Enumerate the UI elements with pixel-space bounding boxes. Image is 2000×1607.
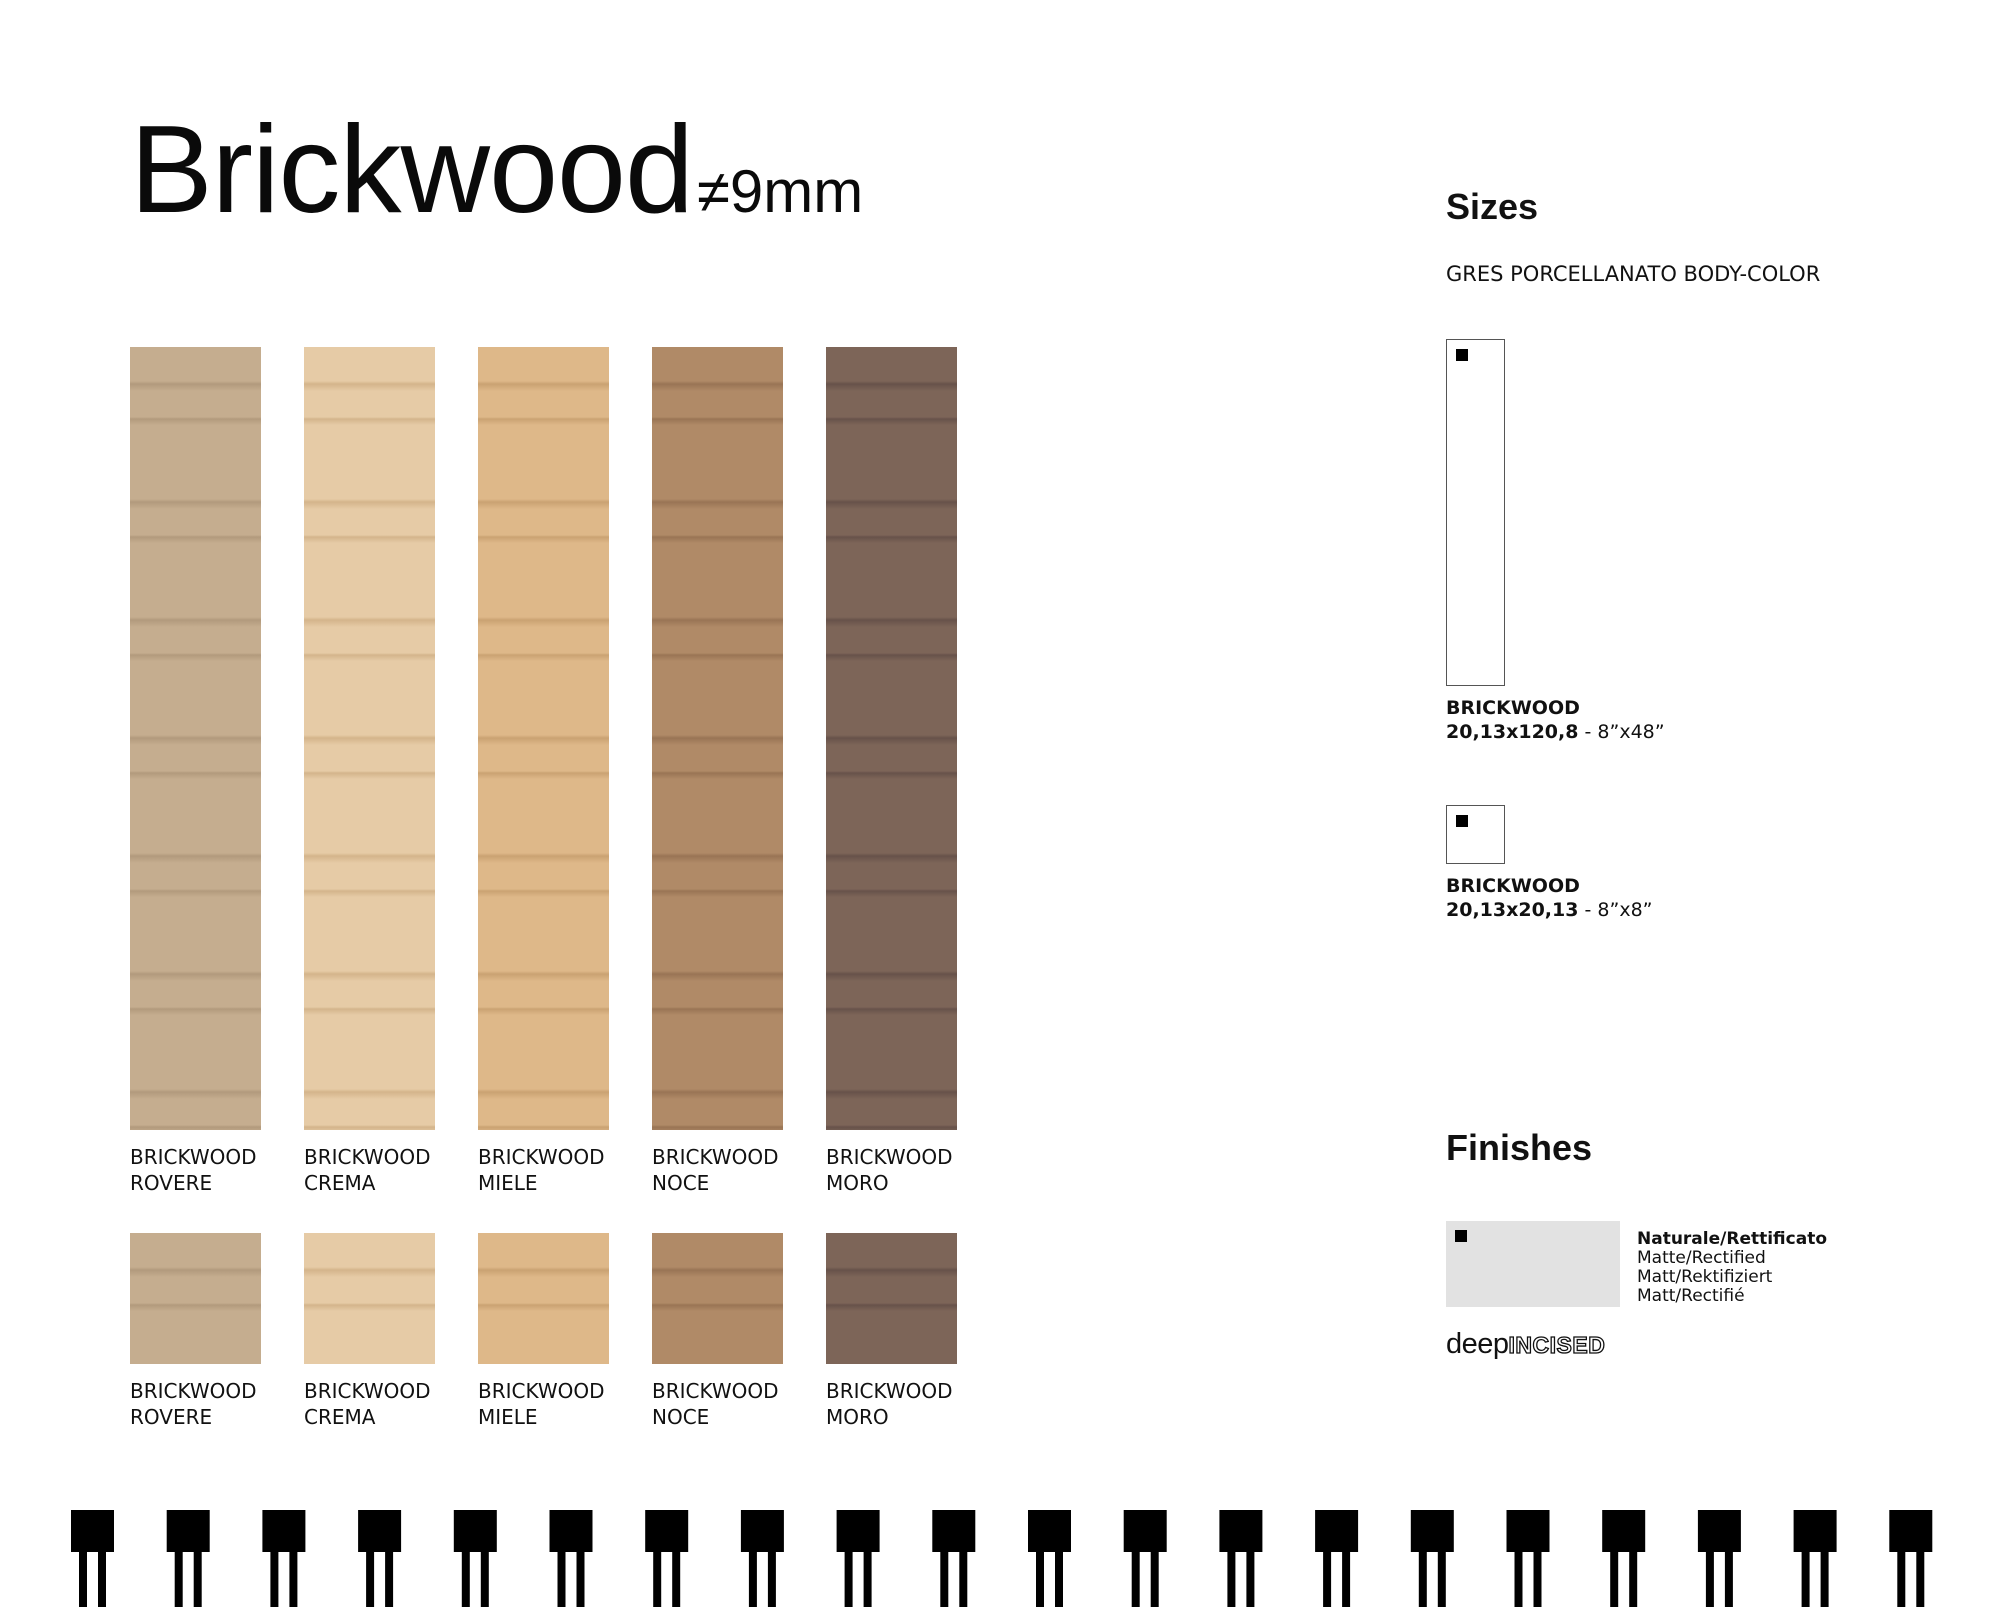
tile-label-line1: BRICKWOOD xyxy=(652,1379,779,1403)
size-metric: 20,13x20,13 xyxy=(1446,899,1579,921)
plank-label-line2: MORO xyxy=(826,1171,889,1195)
rail-stamp-shape xyxy=(741,1510,784,1607)
finish-description xyxy=(1637,1230,1827,1306)
rail-stamp-shape xyxy=(550,1510,593,1607)
rail-stamp-shape xyxy=(1028,1510,1071,1607)
brand-prefix: deep xyxy=(1446,1328,1509,1360)
plank-label-line2: MIELE xyxy=(478,1171,538,1195)
rail-stamp-shape xyxy=(1507,1510,1550,1607)
tile-swatch-noce xyxy=(652,1233,783,1364)
finish-translation: Matt/Rektifiziert xyxy=(1637,1267,1773,1287)
finishes-heading: Finishes xyxy=(1446,1127,1593,1168)
plank-label-line2: NOCE xyxy=(652,1171,710,1195)
size-marker-icon xyxy=(1456,815,1468,827)
tile-swatch-rovere xyxy=(130,1233,261,1364)
rail-stamp-shape xyxy=(1698,1510,1741,1607)
tile-swatch-moro xyxy=(826,1233,957,1364)
size-diagram-plank xyxy=(1446,339,1505,686)
tile-label-line1: BRICKWOOD xyxy=(130,1379,257,1403)
plank-label-miele xyxy=(478,1144,668,1196)
plank-label-crema xyxy=(304,1144,494,1196)
rail-stamp-shape xyxy=(932,1510,975,1607)
plank-swatch-crema xyxy=(304,347,435,1130)
rail-stamp-shape xyxy=(1602,1510,1645,1607)
finish-main: Naturale/Rettificato xyxy=(1637,1229,1828,1249)
tile-label-noce xyxy=(652,1378,842,1430)
tile-label-line1: BRICKWOOD xyxy=(304,1379,431,1403)
finish-swatch xyxy=(1446,1221,1620,1307)
rail-stamp-shape xyxy=(1219,1510,1262,1607)
rail-stamp-shape xyxy=(262,1510,305,1607)
plank-label-noce xyxy=(652,1144,842,1196)
tile-swatch-crema xyxy=(304,1233,435,1364)
plank-swatch-moro xyxy=(826,347,957,1130)
title-main: Brickwood xyxy=(130,101,693,239)
plank-label-line1: BRICKWOOD xyxy=(304,1145,431,1169)
page-title xyxy=(130,101,864,239)
rail-stamp-shape xyxy=(454,1510,497,1607)
tile-label-rovere xyxy=(130,1378,320,1430)
tile-swatch-miele xyxy=(478,1233,609,1364)
tile-label-line2: ROVERE xyxy=(130,1405,213,1429)
plank-label-rovere xyxy=(130,1144,320,1196)
rail-stamp-shape xyxy=(167,1510,210,1607)
rail-stamp-shape xyxy=(1124,1510,1167,1607)
size-label-plank xyxy=(1446,696,1665,744)
tile-label-line2: CREMA xyxy=(304,1405,376,1429)
rail-stamp-shape xyxy=(1889,1510,1932,1607)
plank-label-line1: BRICKWOOD xyxy=(652,1145,779,1169)
sizes-material: GRES PORCELLANATO BODY-COLOR xyxy=(1446,262,1821,286)
rail-stamp-shape xyxy=(645,1510,688,1607)
tile-label-line1: BRICKWOOD xyxy=(826,1379,953,1403)
tile-label-line2: NOCE xyxy=(652,1405,710,1429)
plank-swatch-miele xyxy=(478,347,609,1130)
plank-label-line1: BRICKWOOD xyxy=(130,1145,257,1169)
deep-incised-logo xyxy=(1446,1328,1605,1361)
size-name: BRICKWOOD xyxy=(1446,875,1580,897)
rail-stamp-shape xyxy=(837,1510,880,1607)
size-name: BRICKWOOD xyxy=(1446,697,1580,719)
plank-swatch-noce xyxy=(652,347,783,1130)
rail-stamp-shape xyxy=(1315,1510,1358,1607)
tile-label-line1: BRICKWOOD xyxy=(478,1379,605,1403)
plank-swatch-rovere xyxy=(130,347,261,1130)
tile-label-line2: MIELE xyxy=(478,1405,538,1429)
brand-suffix: INCISED xyxy=(1508,1332,1606,1358)
size-marker-icon xyxy=(1456,349,1468,361)
tile-label-line2: MORO xyxy=(826,1405,889,1429)
thickness-label: ≠9mm xyxy=(697,158,864,225)
size-imperial: - 8”x8” xyxy=(1578,899,1653,921)
finish-translation: Matt/Rectifié xyxy=(1637,1286,1745,1306)
plank-label-moro xyxy=(826,1144,1016,1196)
plank-label-line1: BRICKWOOD xyxy=(478,1145,605,1169)
size-diagram-square xyxy=(1446,805,1505,864)
finish-marker-icon xyxy=(1455,1230,1467,1242)
rail-stamp-shape xyxy=(71,1510,114,1607)
tile-label-moro xyxy=(826,1378,1016,1430)
plank-label-line2: ROVERE xyxy=(130,1171,213,1195)
decorative-border-pattern xyxy=(0,1510,2000,1607)
rail-stamp-shape xyxy=(358,1510,401,1607)
size-label-square xyxy=(1446,874,1653,922)
tile-label-miele xyxy=(478,1378,668,1430)
rail-stamp-shape xyxy=(1411,1510,1454,1607)
sizes-heading: Sizes xyxy=(1446,186,1539,227)
finish-translation: Matte/Rectified xyxy=(1637,1248,1766,1268)
tile-label-crema xyxy=(304,1378,494,1430)
size-metric: 20,13x120,8 xyxy=(1446,721,1579,743)
plank-label-line2: CREMA xyxy=(304,1171,376,1195)
plank-label-line1: BRICKWOOD xyxy=(826,1145,953,1169)
size-imperial: - 8”x48” xyxy=(1578,721,1665,743)
rail-stamp-shape xyxy=(1794,1510,1837,1607)
